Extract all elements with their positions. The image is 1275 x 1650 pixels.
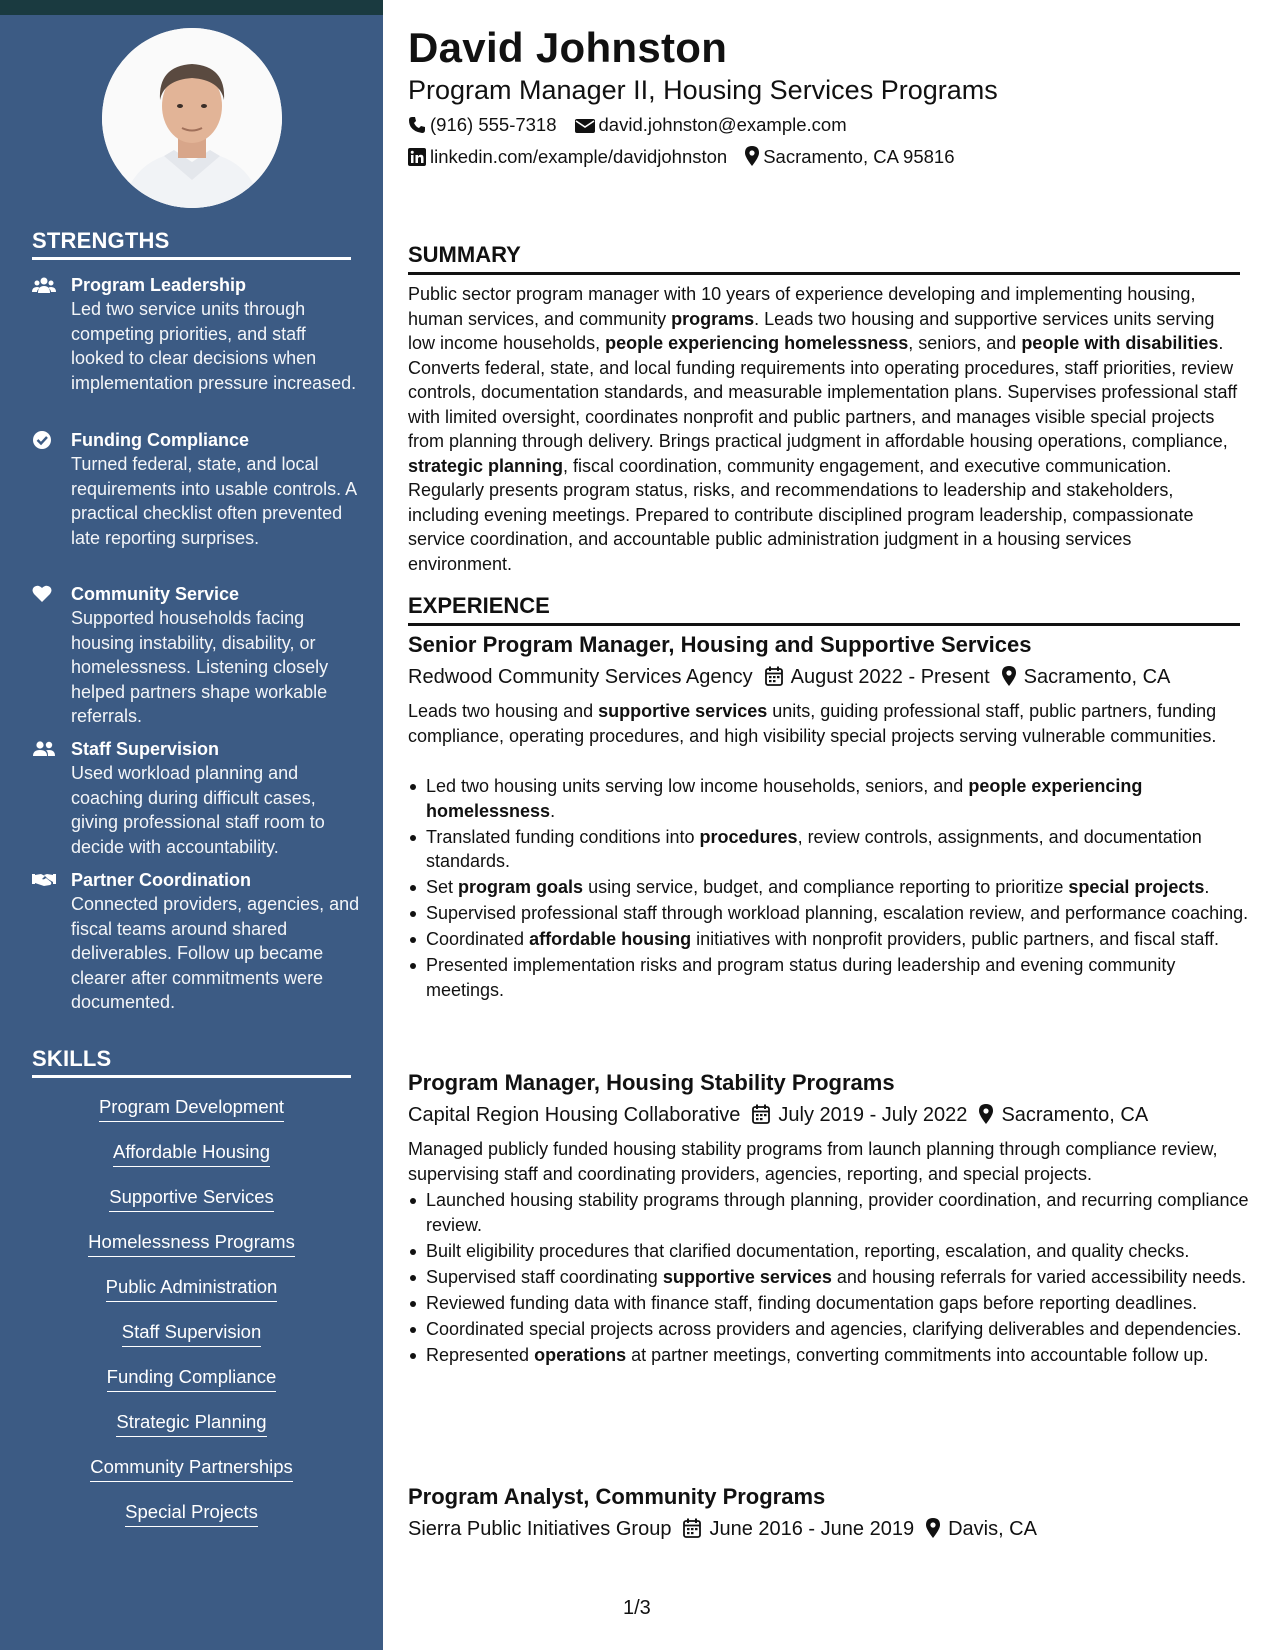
user-group-icon bbox=[32, 739, 56, 759]
text-run: using service, budget, and compliance reporting to prioritize bbox=[583, 877, 1069, 897]
text-run: units, guiding professional staff, public partners, funding compliance, operating procedures, and high visibility special projects serving vulnerable communities. bbox=[408, 701, 1217, 746]
experience-heading: EXPERIENCE bbox=[408, 593, 1240, 626]
strength-item bbox=[32, 428, 362, 550]
emphasis-text: procedures bbox=[699, 826, 798, 847]
skill-item: Homelessness Programs bbox=[32, 1231, 351, 1257]
bullet-item bbox=[426, 953, 1258, 1002]
avatar bbox=[102, 28, 282, 208]
text-run: , fiscal coordination, community engagement, and executive communication. Regularly presents program status, risks, and recommendations to leadership and stakeholders, including evening meetings. Prepared to contribute disciplined program leadership, compassionate service coordination, and accountable public administration judgment in a housing services environment. bbox=[408, 455, 1194, 574]
text-run: , seniors, and bbox=[908, 333, 1022, 353]
skill-item: Public Administration bbox=[32, 1276, 351, 1302]
text-run: Reviewed funding data with finance staff, finding documentation gaps before reporting deadlines. bbox=[426, 1292, 1198, 1313]
calendar-icon bbox=[752, 1104, 770, 1131]
bullet-item bbox=[426, 774, 1258, 823]
text-run: . bbox=[1204, 877, 1210, 897]
text-run: Launched housing stability programs through planning, provider coordination, and recurring compliance review. bbox=[426, 1190, 1249, 1235]
job-meta bbox=[408, 1102, 1148, 1131]
envelope-icon bbox=[575, 116, 595, 140]
contact-row bbox=[408, 145, 955, 172]
job-meta bbox=[408, 664, 1170, 693]
location-text: Sacramento, CA 95816 bbox=[763, 146, 955, 167]
calendar-icon bbox=[683, 1518, 701, 1545]
bullet-item bbox=[426, 875, 1258, 900]
heart-icon bbox=[32, 584, 56, 604]
company-name: Sierra Public Initiatives Group bbox=[408, 1518, 672, 1540]
page-number: 1/3 bbox=[623, 1597, 651, 1619]
text-run: Coordinated bbox=[426, 929, 530, 949]
strength-description: Connected providers, agencies, and fiscal teams around shared deliverables. Follow up became clearer after commitments were documented. bbox=[71, 894, 360, 1012]
text-run: Represented bbox=[426, 1344, 535, 1365]
map-pin-icon bbox=[745, 146, 759, 172]
skill-item: Supportive Services bbox=[32, 1186, 351, 1212]
calendar-icon bbox=[765, 666, 783, 693]
emphasis-text: people with disabilities bbox=[1021, 333, 1219, 353]
bullet-item bbox=[426, 1343, 1258, 1368]
text-run: , review controls, assignments, and documentation standards. bbox=[426, 826, 1202, 871]
job-intro bbox=[408, 699, 1240, 748]
job-intro bbox=[408, 1137, 1240, 1186]
summary-heading: SUMMARY bbox=[408, 242, 1240, 275]
text-run: Public sector program manager with 10 years of experience developing and implementing housing, human services, and community bbox=[408, 284, 1196, 329]
text-run: Supervised professional staff through workload planning, escalation review, and performance coaching. bbox=[426, 903, 1249, 923]
job-title: Program Analyst, Community Programs bbox=[408, 1484, 826, 1509]
job-bullets bbox=[408, 1188, 1258, 1369]
emphasis-text: supportive services bbox=[662, 1266, 832, 1287]
bullet-item bbox=[426, 1188, 1258, 1237]
skill-item: Staff Supervision bbox=[32, 1321, 351, 1347]
emphasis-text: strategic planning bbox=[408, 455, 564, 476]
emphasis-text: special projects bbox=[1068, 877, 1205, 897]
emphasis-text: program goals bbox=[458, 877, 584, 897]
text-run: Set bbox=[426, 877, 459, 897]
text-run: . bbox=[550, 800, 556, 821]
strength-title: Staff Supervision bbox=[71, 739, 220, 759]
skill-item: Funding Compliance bbox=[32, 1366, 351, 1392]
text-run: Managed publicly funded housing stability programs from launch planning through compliance review, supervising staff and coordinating providers, agencies, reporting, and special projects. bbox=[408, 1139, 1218, 1184]
strength-description: Led two service units through competing priorities, and staff looked to clear decisions when implementation pressure increased. bbox=[71, 299, 357, 393]
strength-item bbox=[32, 582, 362, 729]
strength-description: Turned federal, state, and local requirements into usable controls. A practical checklist often prevented late reporting surprises. bbox=[71, 454, 357, 548]
linkedin-text: linkedin.com/example/davidjohnston bbox=[430, 146, 728, 167]
emphasis-text: programs bbox=[671, 308, 755, 329]
strength-title: Program Leadership bbox=[71, 275, 247, 295]
emphasis-text: people experiencing homelessness bbox=[605, 333, 909, 353]
emphasis-text: affordable housing bbox=[529, 929, 692, 949]
map-pin-icon bbox=[1002, 666, 1016, 693]
strength-title: Partner Coordination bbox=[71, 870, 252, 890]
skills-heading: SKILLS bbox=[32, 1046, 351, 1078]
text-run: Supervised staff coordinating bbox=[426, 1266, 663, 1287]
sidebar bbox=[0, 15, 383, 1650]
bullet-item bbox=[426, 1265, 1258, 1290]
bullet-item bbox=[426, 1239, 1258, 1264]
skill-item: Special Projects bbox=[32, 1501, 351, 1527]
text-run: . Leads two housing and supportive services units serving low income households, bbox=[408, 308, 1215, 353]
map-pin-icon bbox=[979, 1104, 993, 1131]
check-circle-icon bbox=[32, 430, 56, 450]
bullet-item bbox=[426, 901, 1258, 926]
skill-item: Community Partnerships bbox=[32, 1456, 351, 1482]
emphasis-text: people experiencing homelessness bbox=[426, 776, 1143, 821]
phone-text: (916) 555-7318 bbox=[430, 114, 557, 135]
handshake-icon bbox=[32, 870, 56, 890]
job-dates: August 2022 - Present bbox=[790, 666, 990, 688]
email-text: david.johnston@example.com bbox=[598, 114, 847, 135]
emphasis-text: operations bbox=[534, 1344, 627, 1365]
strength-item bbox=[32, 868, 362, 1015]
strength-item bbox=[32, 273, 362, 395]
text-run: and housing referrals for varied accessibility needs. bbox=[831, 1266, 1247, 1287]
strength-title: Community Service bbox=[71, 584, 240, 604]
job-location: Davis, CA bbox=[948, 1518, 1037, 1540]
phone-icon bbox=[408, 116, 426, 140]
text-run: Leads two housing and bbox=[408, 701, 599, 721]
text-run: . Converts federal, state, and local funding requirements into operating procedures, staff priorities, review controls, documentation standards, and measurable implementation plans. Supervises professional staff with limited oversight, coordinates nonprofit and public partners, and manages visible special projects from planning through delivery. Brings practical judgment in affordable housing operations, compliance, bbox=[408, 333, 1238, 451]
candidate-name: David Johnston bbox=[408, 24, 728, 71]
company-name: Redwood Community Services Agency bbox=[408, 666, 753, 688]
skill-item: Affordable Housing bbox=[32, 1141, 351, 1167]
strength-item bbox=[32, 737, 362, 859]
job-location: Sacramento, CA bbox=[1023, 666, 1171, 688]
bullet-item bbox=[426, 927, 1258, 952]
emphasis-text: supportive services bbox=[598, 701, 768, 721]
candidate-title: Program Manager II, Housing Services Programs bbox=[408, 75, 998, 105]
sidebar-top-bar bbox=[0, 0, 383, 15]
text-run: Presented implementation risks and program status during leadership and evening community meetings. bbox=[426, 955, 1176, 1000]
bullet-item bbox=[426, 825, 1258, 874]
strengths-heading: STRENGTHS bbox=[32, 228, 351, 260]
skill-item: Program Development bbox=[32, 1096, 351, 1122]
strength-description: Supported households facing housing instability, disability, or homelessness. Listening closely helped partners shape workable referrals. bbox=[71, 608, 329, 726]
map-pin-icon bbox=[926, 1518, 940, 1545]
text-run: Coordinated special projects across providers and agencies, clarifying deliverables and dependencies. bbox=[426, 1318, 1242, 1339]
contact-row bbox=[408, 113, 847, 140]
text-run: Translated funding conditions into bbox=[426, 826, 700, 847]
text-run: Led two housing units serving low income households, seniors, and bbox=[426, 776, 969, 796]
job-meta bbox=[408, 1516, 1037, 1545]
job-dates: June 2016 - June 2019 bbox=[709, 1518, 915, 1540]
text-run: initiatives with nonprofit providers, public partners, and fiscal staff. bbox=[691, 929, 1220, 949]
skill-item: Strategic Planning bbox=[32, 1411, 351, 1437]
strength-title: Funding Compliance bbox=[71, 430, 249, 450]
users-icon bbox=[32, 275, 56, 295]
strength-description: Used workload planning and coaching during difficult cases, giving professional staff room to decide with accountability. bbox=[71, 763, 325, 857]
linkedin-icon bbox=[408, 148, 426, 172]
job-dates: July 2019 - July 2022 bbox=[778, 1104, 968, 1126]
job-title: Senior Program Manager, Housing and Supportive Services bbox=[408, 632, 1032, 657]
job-bullets bbox=[408, 774, 1258, 1004]
text-run: Built eligibility procedures that clarified documentation, reporting, escalation, and quality checks. bbox=[426, 1240, 1190, 1261]
bullet-item bbox=[426, 1291, 1258, 1316]
bullet-item bbox=[426, 1317, 1258, 1342]
company-name: Capital Region Housing Collaborative bbox=[408, 1104, 741, 1126]
summary-paragraph bbox=[408, 282, 1240, 576]
job-title: Program Manager, Housing Stability Programs bbox=[408, 1070, 895, 1095]
text-run: at partner meetings, converting commitments into accountable follow up. bbox=[626, 1344, 1209, 1365]
job-location: Sacramento, CA bbox=[1001, 1104, 1149, 1126]
